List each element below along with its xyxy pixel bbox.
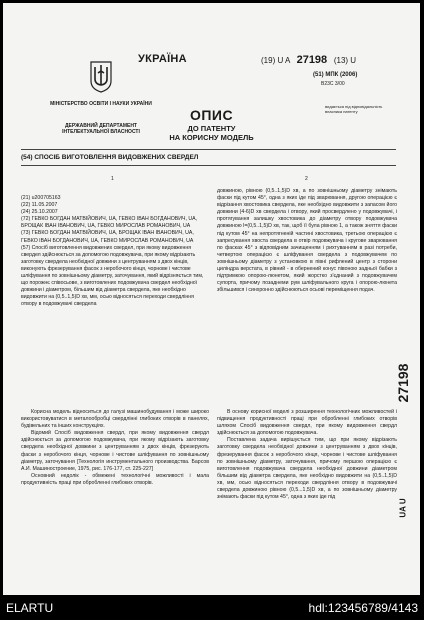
side-patent-number: 27198 — [395, 363, 411, 403]
patent-kind: (13) U — [333, 56, 357, 65]
repository-name: ELARTU — [6, 601, 54, 615]
claim-text: (57) Спосіб виготовлення видовжених свердел, при якому видовження свердел здійснюється за допомогою подовжувача, при якому відрізають заготовку свердела необхідної довжини з центруванням з двох кінців, виконують фрезерування фасок з неробочого кінця, чорнове і чистове шліфування по зовнішньому діаметру, заточування, який відрізняється тим, що порожнє співосьове, з виготовлених подовжувача свердел необхідної довжини і діаметром, більшим від діаметра свердела, яке необхідно видовжити на (0,5..1,5)D хв, мм, осью відносяться переходи свердління отвору в подовжувачі свердела — [21, 244, 204, 308]
description-paragraph: Основний недолік - обмежені технологічні можливості і мала продуктивність праці при обробленні глибоких отворів. — [21, 472, 209, 486]
document-subtitle-line-2: НА КОРИСНУ МОДЕЛЬ — [169, 133, 254, 142]
ministry-name: МІНІСТЕРСТВО ОСВІТИ І НАУКИ УКРАЇНИ — [50, 101, 152, 107]
side-country-code — [389, 488, 417, 528]
mpk-label: (51) МПК (2006) — [313, 72, 358, 78]
claim-paragraph: довжиною, рівною (0,5..1,5)D хв, а по зовнішньому діаметру знімають фаски під кутом 45°, одна з яких іде під зварювання, другою операцією є відрізання хвостовика свердела, яке необхідно видовжити з запасом його довжини (4-6)D хв свердела і отвору, який просвердлено у подовжувачі, і протягування залишку хвостовика до діаметру отвору подовжувача довжиною l=(0,5..1,5)D хв, так, щоб її була рівною 1, а також зняття фаски під кутом 45° на непротягненій частині хвостовика, третьою операцією є запресування хвоста свердела в отвір подовжувача і кругове зварювання по фасках 45° з відповідним зачищенням і рихтуванням в разі потреби, четвертою операцією є шліфування свердела з подовжувачем по зовнішньому діаметру з установкою в півні рифлений центр з сторони циліндра верстата, в рівний - в обернений конус півоною задньої бабки з підтримкою опорою-люнетом, який жорстко з'єднаний з подовжувачем супорта, причому позаднеми рум шліфувального круга і опорою-люнета збільшився і синхронно здійснюються осьові переміщення подач. — [217, 188, 397, 294]
bibliographic-data — [21, 195, 209, 309]
description-left-column — [21, 409, 209, 487]
biblio-entry: (72) ГЕВКО БОГДАН МАТВІЙОВИЧ, UA, ГЕВКО ІВАН БОГДАНОВИЧ, UA, БРОЩАК ІВАН ІВАНОВИЧ, UA, ГЕВКО МИРОСЛАВ РОМАНОВИЧ, UA — [21, 216, 197, 230]
department-name: ДЕРЖАВНИЙ ДЕПАРТАМЕНТ ІНТЕЛЕКТУАЛЬНОЇ ВЛАСНОСТІ — [62, 123, 140, 135]
viewer-footer — [0, 597, 424, 620]
responsibility-note: видається під відповідальність власника патенту — [325, 104, 383, 114]
biblio-entry: (22) 11.05.2007 — [21, 202, 58, 209]
handle-link[interactable]: hdl:123456789/4143 — [308, 601, 418, 615]
trident-emblem-icon — [89, 59, 113, 93]
patent-prefix: (19) U A — [261, 56, 290, 65]
patent-number: 27198 — [296, 54, 328, 66]
document-title: ОПИС — [189, 107, 234, 123]
page-mark-right: 2 — [305, 176, 308, 182]
biblio-entry: (24) 25.10.2007 — [21, 209, 58, 216]
country-name: УКРАЇНА — [138, 53, 187, 65]
document-subtitle-line-1: ДО ПАТЕНТУ — [187, 124, 236, 133]
description-paragraph: Поставлена задача вирішується тим, що при якому відрізають заготовку свердела необхідної довжини з центруванням з двох кінців, фрезерування фасок з неробочого кінця, чорнове і чистове шліфування по зовнішньому діаметру, заточування, причому першою операцією є виготовлення подовжувача свердела необхідної довжини діаметром більшим від діаметра свердела, яке необхідно видовжити на (0,5..1,5)D хв, мм, осью відносяться переходи свердління отвору в подовжувачі свердела довжиною рівною (0,5...1,5)D хв, а по зовнішньому діаметру знімають фаски під кутом 45°, одна з яких іде під — [217, 437, 397, 501]
description-right-column — [217, 409, 397, 501]
invention-title: (54) СПОСІБ ВИГОТОВЛЕННЯ ВИДОВЖЕНИХ СВЕРДЕЛ — [21, 154, 199, 161]
divider-bottom — [21, 165, 396, 166]
claim-continuation — [217, 188, 397, 294]
description-paragraph: Корисна модель відноситься до галузі машинобудування і може широко використовуватися в металообробці свердлінні глибоких отворів в панелях, будівельних та інших конструкціях. — [21, 409, 209, 430]
biblio-entry: (73) ГЕВКО БОГДАН МАТВІЙОВИЧ, UA, БРОЩАК ІВАН ІВАНОВИЧ, UA, ГЕВКО ІВАН БОГДАНОВИЧ, UA, ГЕВКО МИРОСЛАВ РОМАНОВИЧ, UA — [21, 230, 194, 244]
patent-number-line — [261, 54, 356, 66]
description-paragraph: В основу корисної моделі з розширення технологічних можливостей і підвищення продуктивності праці при обробленні глибоких отворів шляхом Спосіб видовження свердл, при якому видовження свердл здійснюється за допомогою подовжувача. — [217, 409, 397, 437]
document-subtitle — [3, 124, 420, 142]
divider-top — [21, 149, 396, 150]
side-patent-code — [389, 303, 417, 463]
biblio-entry: (21) u200705163 — [21, 195, 61, 201]
mpk-code: B23C 3/00 — [321, 81, 345, 87]
patent-page — [3, 3, 420, 595]
page-mark-left: 1 — [111, 176, 114, 182]
side-country-text: UA U — [398, 498, 408, 518]
description-paragraph: Відомий Спосіб видовження свердл, при якому видовження свердл здійснюється за допомогою подовжувача, при якому відрізають заготовку свердела необхідної довжини з центруванням з двох кінців, фрезерують фаски з неробочого кінця, чорнове і чистове шліфування по зовнішньому діаметру, заточування [Технологія инструментального производства. Барсов А.И. Машиностроение, 1975, рис. 176-177, ст. 225-227] — [21, 430, 209, 472]
